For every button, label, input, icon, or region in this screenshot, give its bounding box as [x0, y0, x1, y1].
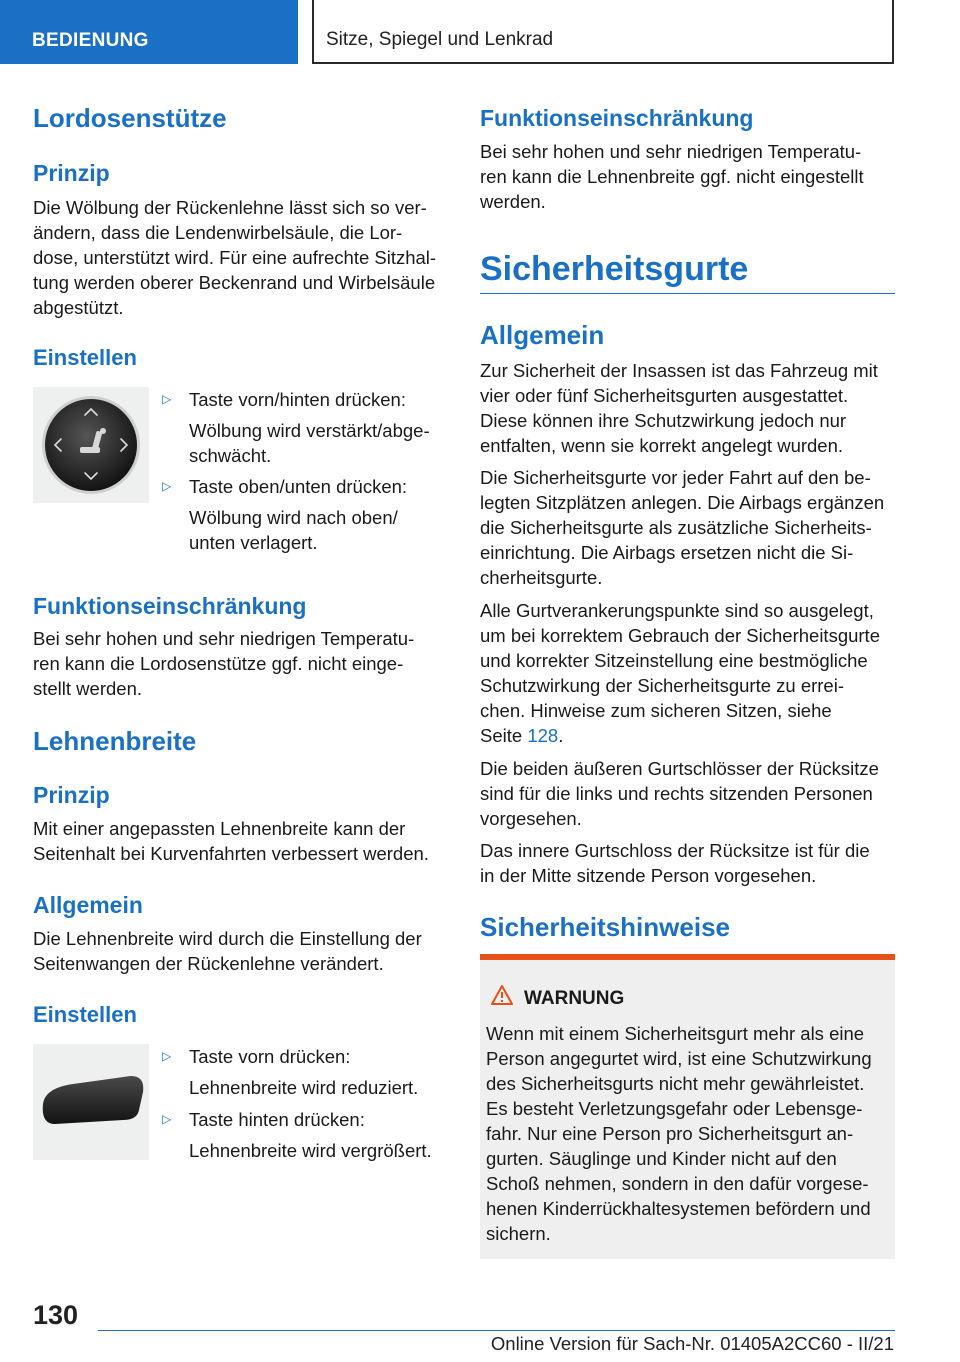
item-label: Taste hinten drücken: [189, 1109, 365, 1130]
lehnen-allgemein-heading: Allgemein [33, 892, 143, 918]
footer-version: Online Version für Sach-Nr. 01405A2CC60 - II/21 [490, 1333, 894, 1354]
lehnen-allgemein-text [33, 926, 448, 976]
gurte-para-1 [480, 358, 895, 458]
text-line: Diese können ihre Schutzwirkung jedoch nur [480, 410, 847, 431]
text-line: in der Mitte sitzende Person vorgesehen. [480, 865, 817, 886]
lehnen-funktion-heading: Funktionseinschränkung [480, 105, 754, 131]
page-link[interactable]: 128 [527, 725, 559, 746]
page-ref-suffix: . [558, 725, 564, 746]
text-line: Bei sehr hohen und sehr niedrigen Temperatu- [480, 141, 862, 162]
text-line: sind für die links und rechts sitzenden Personen [480, 783, 873, 804]
text-line: des Sicherheitsgurts nicht mehr gewährleistet. [486, 1073, 865, 1094]
text-line: Wenn mit einem Sicherheitsgurt mehr als eine [486, 1023, 865, 1044]
gurte-para-4 [480, 756, 895, 831]
text-line: abgestützt. [33, 297, 124, 318]
text-line: cherheitsgurte. [480, 567, 603, 588]
text-line: Die Wölbung der Rückenlehne lässt sich so ver- [33, 197, 427, 218]
text-line: entfalten, wenn sie korrekt angelegt wurden. [480, 435, 844, 456]
lordose-funktion-heading: Funktionseinschränkung [33, 593, 307, 619]
page-number: 130 [33, 1300, 79, 1330]
item-label: Taste vorn drücken: [189, 1046, 351, 1067]
lordose-item-1 [189, 387, 459, 468]
warning-triangle-icon [490, 984, 514, 1006]
lehnen-einstellen-heading: Einstellen [33, 1002, 137, 1027]
text-line: Die Sicherheitsgurte vor jeder Fahrt auf den be- [480, 467, 871, 488]
text-line [480, 723, 895, 748]
bullet-triangle-icon: ▷ [162, 392, 172, 406]
gurte-title: Sicherheitsgurte [480, 250, 749, 288]
text-line: einrichtung. Die Airbags ersetzen nicht die Si- [480, 542, 854, 563]
text-line: Wölbung wird verstärkt/abge- [189, 420, 430, 441]
text-line: sichern. [486, 1223, 551, 1244]
warning-box [480, 954, 895, 1259]
bullet-triangle-icon: ▷ [162, 479, 172, 493]
text-line: um bei korrektem Gebrauch der Sicherheitsgurte [480, 625, 880, 646]
lordose-prinzip-heading: Prinzip [33, 160, 110, 186]
text-line: schwächt. [189, 445, 272, 466]
text-line: henen Kinderrückhaltesystemen befördern und [486, 1198, 871, 1219]
lordose-einstellen-heading: Einstellen [33, 345, 137, 370]
text-line: Wölbung wird nach oben/ [189, 507, 398, 528]
text-line: Schutzwirkung der Sicherheitsgurte zu errei- [480, 675, 844, 696]
hinweise-heading: Sicherheitshinweise [480, 912, 730, 942]
four-way-switch-icon [33, 387, 149, 503]
gurte-allgemein-heading: Allgemein [480, 320, 605, 350]
lehnen-prinzip-heading: Prinzip [33, 782, 110, 808]
warning-title: WARNUNG [524, 988, 625, 1009]
lordose-prinzip-text [33, 195, 448, 320]
text-line: gurten. Säuglinge und Kinder nicht auf den [486, 1148, 837, 1169]
text-line: Seitenhalt bei Kurvenfahrten verbessert werden. [33, 843, 429, 864]
text-line: Lehnenbreite wird vergrößert. [189, 1140, 432, 1161]
text-line: tung werden oberer Beckenrand und Wirbelsäule [33, 272, 436, 293]
text-line: chen. Hinweise zum sicheren Sitzen, siehe [480, 700, 832, 721]
text-line: dose, unterstützt wird. Für eine aufrechte Sitzhal- [33, 247, 437, 268]
lordose-item-2 [189, 474, 459, 555]
text-line: Person angegurtet wird, ist eine Schutzwirkung [486, 1048, 872, 1069]
text-line: Bei sehr hohen und sehr niedrigen Temperatu- [33, 628, 415, 649]
lehnen-button-image [33, 1044, 149, 1160]
lordose-title: Lordosenstütze [33, 103, 227, 133]
text-line: ren kann die Lordosenstütze ggf. nicht einge- [33, 653, 404, 674]
text-line: Es besteht Verletzungsgefahr oder Lebensge- [486, 1098, 863, 1119]
lehnen-prinzip-text [33, 816, 448, 866]
text-line: Mit einer angepassten Lehnenbreite kann der [33, 818, 406, 839]
bullet-triangle-icon: ▷ [162, 1112, 172, 1126]
text-line: Das innere Gurtschloss der Rücksitze ist für die [480, 840, 870, 861]
text-line: Schoß nehmen, sondern in den dafür vorgese- [486, 1173, 869, 1194]
section-label: BEDIENUNG [32, 30, 149, 51]
text-line: unten verlagert. [189, 532, 318, 553]
text-line: ren kann die Lehnenbreite ggf. nicht eingestellt [480, 166, 864, 187]
text-line: Lehnenbreite wird reduziert. [189, 1077, 419, 1098]
lehnen-item-1 [189, 1044, 459, 1100]
text-line: werden. [480, 191, 546, 212]
text-line: die Sicherheitsgurte als zusätzliche Sicherheits- [480, 517, 872, 538]
text-line: vorgesehen. [480, 808, 582, 829]
text-line: Alle Gurtverankerungspunkte sind so ausgelegt, [480, 600, 874, 621]
gurte-para-3 [480, 598, 895, 748]
lordose-button-image [33, 387, 149, 503]
lehnen-funktion-text [480, 139, 895, 214]
lehnen-item-2 [189, 1107, 459, 1163]
footer-rule [98, 1330, 895, 1331]
gurte-para-5 [480, 838, 895, 888]
text-line: legten Sitzplätzen anlegen. Die Airbags ergänzen [480, 492, 885, 513]
text-line: Die Lehnenbreite wird durch die Einstellung der [33, 928, 422, 949]
lordose-funktion-text [33, 626, 448, 701]
gurte-para-2 [480, 465, 895, 590]
text-line: ändern, dass die Lendenwirbelsäule, die Lor- [33, 222, 403, 243]
side-bolster-switch-icon [33, 1044, 149, 1160]
text-line: Zur Sicherheit der Insassen ist das Fahrzeug mit [480, 360, 878, 381]
text-line: und korrekter Sitzeinstellung eine bestmögliche [480, 650, 868, 671]
lehnen-title: Lehnenbreite [33, 726, 197, 756]
chapter-tab [312, 0, 894, 64]
text-line: vier oder fünf Sicherheitsgurten ausgestattet. [480, 385, 849, 406]
warning-text [486, 1021, 891, 1246]
text-line: Seitenwangen der Rückenlehne verändert. [33, 953, 384, 974]
chapter-label: Sitze, Spiegel und Lenkrad [326, 29, 554, 50]
page-ref-prefix: Seite [480, 725, 528, 746]
item-label: Taste vorn/hinten drücken: [189, 389, 406, 410]
title-rule [480, 293, 895, 294]
item-label: Taste oben/unten drücken: [189, 476, 408, 497]
section-tab [0, 0, 298, 64]
text-line: stellt werden. [33, 678, 142, 699]
text-line: Die beiden äußeren Gurtschlösser der Rücksitze [480, 758, 879, 779]
text-line: fahr. Nur eine Person pro Sicherheitsgurt an- [486, 1123, 854, 1144]
bullet-triangle-icon: ▷ [162, 1049, 172, 1063]
